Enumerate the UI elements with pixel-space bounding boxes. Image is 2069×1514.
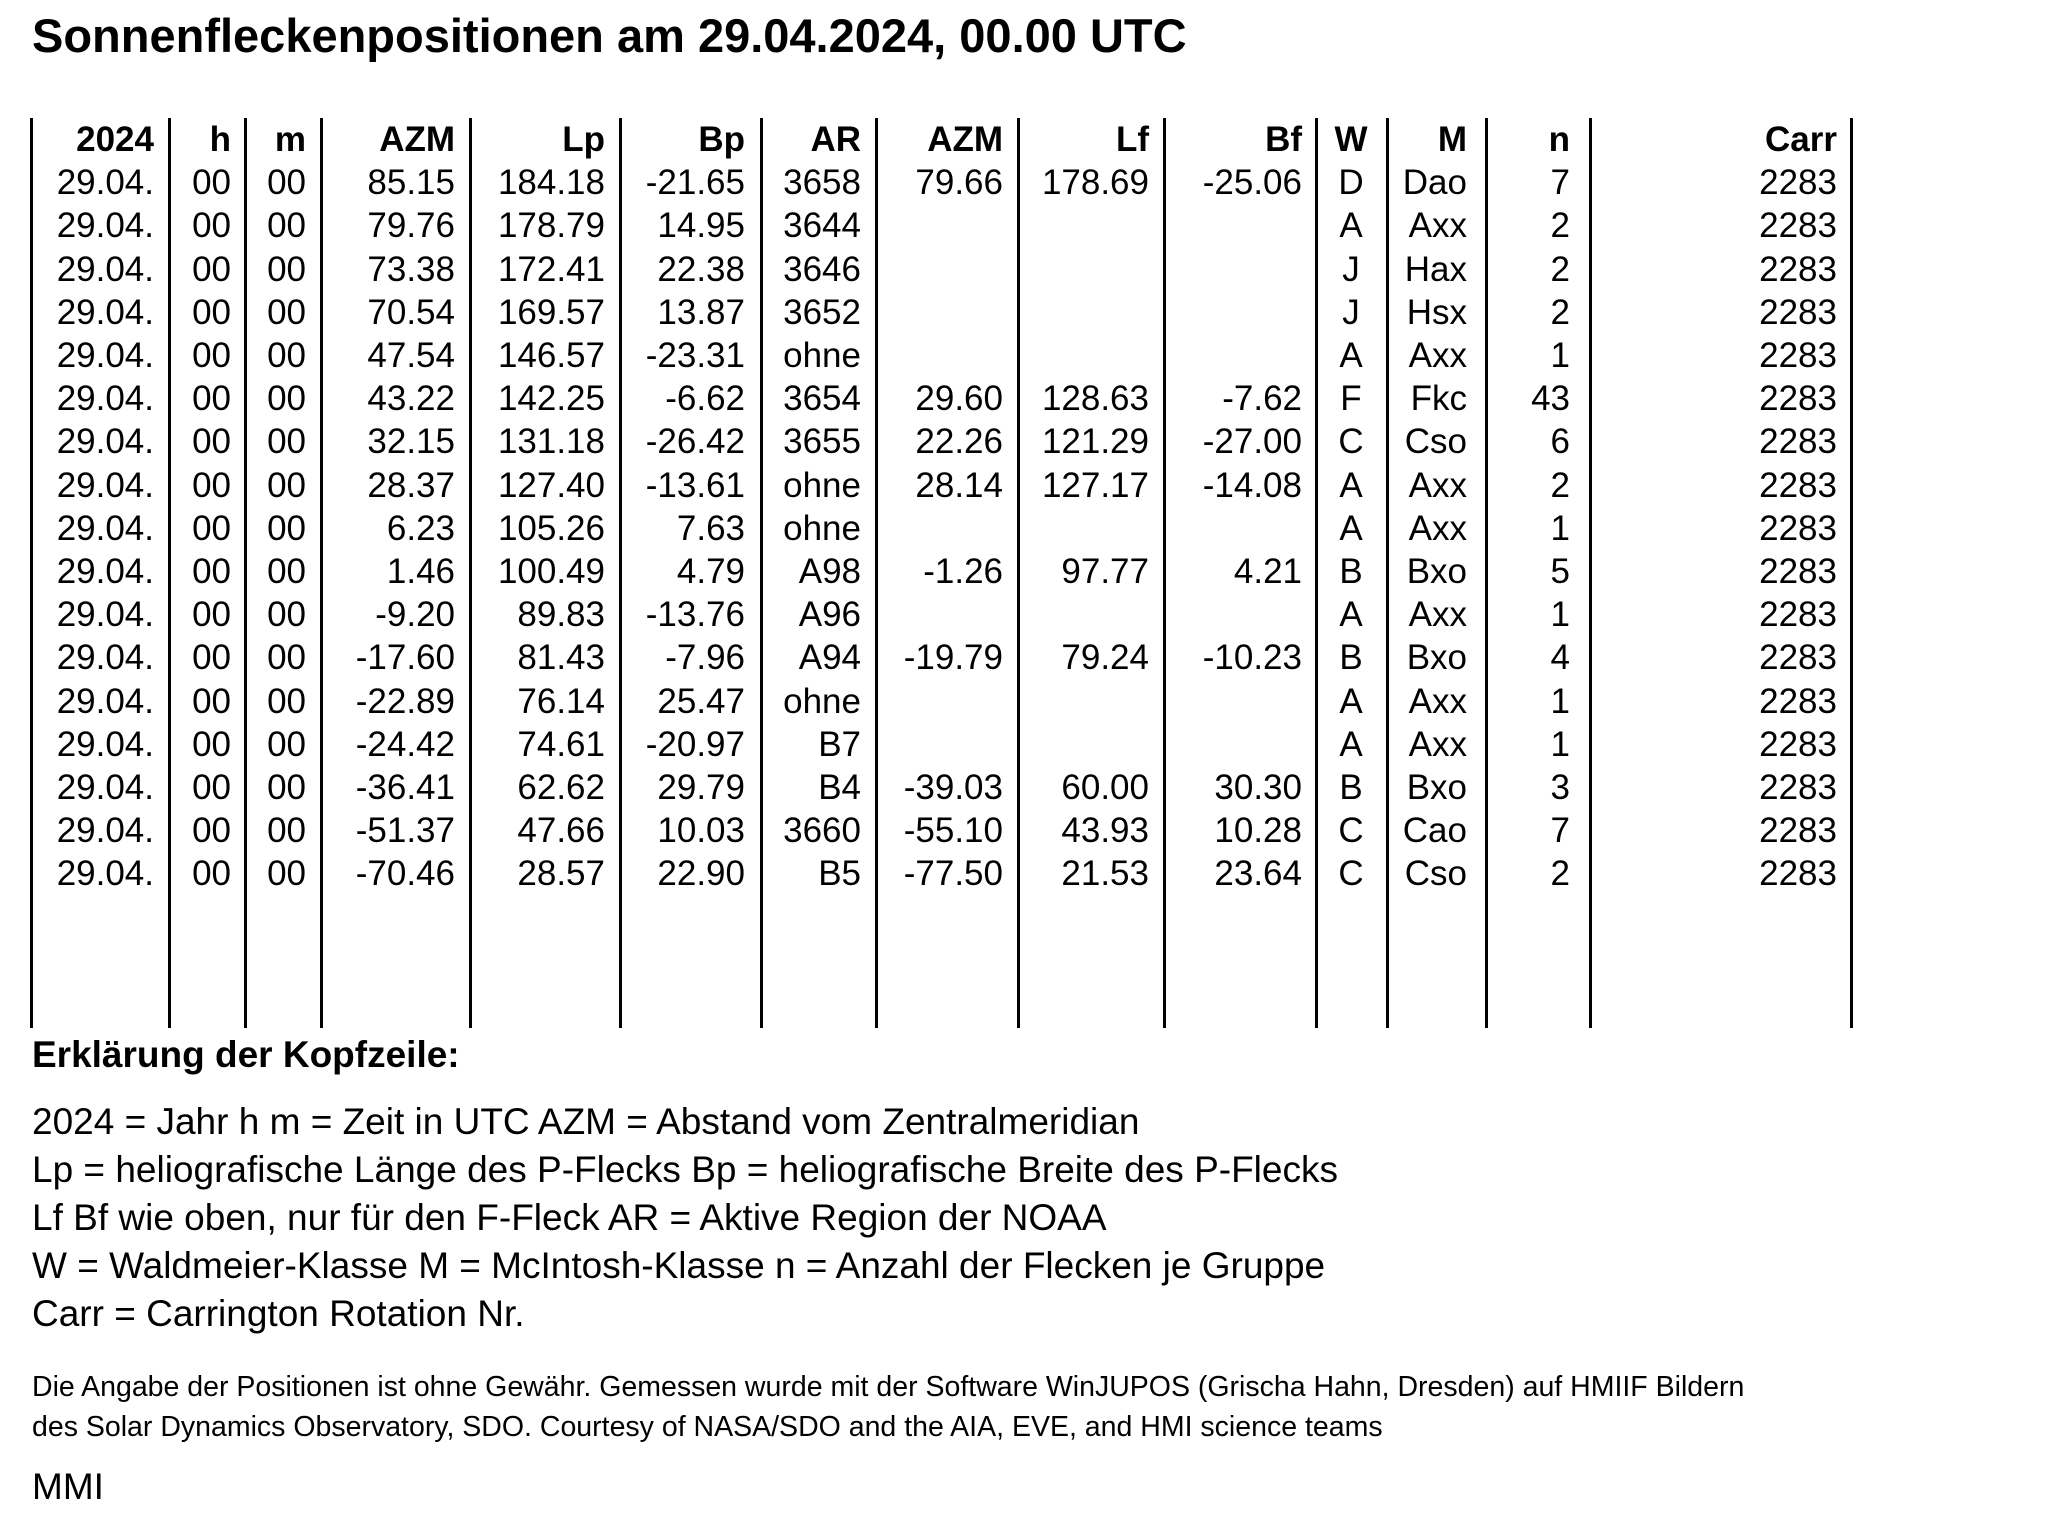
cell-ar: 3652 — [783, 292, 861, 332]
cell-bp: 7.63 — [676, 508, 745, 548]
cell-azm-p: -70.46 — [355, 854, 455, 894]
cell-hour: 00 — [192, 552, 231, 591]
cell-count: 2 — [1550, 206, 1570, 246]
cell-hour: 00 — [192, 638, 231, 678]
cell-waldmeier: C — [1338, 811, 1364, 851]
cell-azm-p: -51.37 — [355, 811, 455, 851]
cell-bp: -21.65 — [645, 163, 745, 203]
cell-waldmeier: J — [1342, 292, 1360, 332]
page-title: Sonnenfleckenpositionen am 29.04.2024, 00.00 UTC — [32, 9, 1187, 62]
disclaimer-line: Die Angabe der Positionen ist ohne Gewähr. Gemessen wurde mit der Software WinJUPOS (Grischa Hahn, Dresden) auf HMIIF Bildern — [32, 1371, 1745, 1403]
cell-year: 29.04. — [56, 163, 154, 203]
column-divider — [619, 118, 622, 1028]
cell-minute: 00 — [267, 638, 306, 678]
cell-bf: -14.08 — [1202, 465, 1302, 505]
cell-ar: B5 — [818, 854, 861, 894]
cell-count: 43 — [1531, 379, 1570, 419]
cell-bp: -23.31 — [645, 336, 745, 375]
cell-azm-f: -1.26 — [923, 552, 1003, 591]
cell-bp: 13.87 — [657, 292, 745, 332]
column-divider — [30, 118, 33, 1028]
cell-bp: 22.38 — [657, 249, 745, 289]
cell-minute: 00 — [267, 552, 306, 591]
cell-lp: 142.25 — [497, 379, 605, 419]
cell-mcintosh: Bxo — [1406, 768, 1467, 807]
cell-bf: -25.06 — [1202, 163, 1302, 203]
cell-hour: 00 — [192, 595, 231, 635]
cell-ar: B7 — [818, 724, 861, 764]
cell-waldmeier: J — [1342, 249, 1360, 289]
cell-waldmeier: A — [1339, 508, 1363, 548]
cell-minute: 00 — [267, 206, 306, 246]
cell-count: 5 — [1550, 552, 1570, 591]
cell-carrington: 2283 — [1759, 379, 1837, 419]
sunspot-table — [30, 118, 1860, 1028]
cell-hour: 00 — [192, 854, 231, 894]
cell-count: 3 — [1550, 768, 1570, 807]
column-divider — [1485, 118, 1488, 1028]
cell-count: 1 — [1550, 336, 1570, 375]
cell-azm-f: 22.26 — [915, 422, 1003, 462]
cell-bf: 30.30 — [1214, 768, 1302, 807]
cell-bp: 25.47 — [657, 681, 745, 721]
cell-mcintosh: Cso — [1404, 854, 1467, 894]
cell-waldmeier: A — [1339, 681, 1363, 721]
cell-lp: 47.66 — [517, 811, 605, 851]
cell-azm-p: 43.22 — [367, 379, 455, 419]
cell-carrington: 2283 — [1759, 249, 1837, 289]
explanation-legend — [32, 1098, 1338, 1338]
cell-count: 2 — [1550, 465, 1570, 505]
cell-minute: 00 — [267, 508, 306, 548]
cell-year: 29.04. — [56, 638, 154, 678]
cell-year: 29.04. — [56, 336, 154, 375]
cell-minute: 00 — [267, 595, 306, 635]
cell-azm-p: -24.42 — [355, 724, 455, 764]
cell-waldmeier: B — [1339, 552, 1363, 591]
cell-bp: -26.42 — [645, 422, 745, 462]
cell-carrington: 2283 — [1759, 422, 1837, 462]
cell-mcintosh: Axx — [1408, 595, 1467, 635]
cell-carrington: 2283 — [1759, 508, 1837, 548]
cell-mcintosh: Axx — [1408, 336, 1467, 375]
cell-carrington: 2283 — [1759, 206, 1837, 246]
cell-carrington: 2283 — [1759, 336, 1837, 375]
column-divider — [244, 118, 247, 1028]
cell-year: 29.04. — [56, 768, 154, 807]
cell-bp: 22.90 — [657, 854, 745, 894]
cell-bf: -10.23 — [1202, 638, 1302, 678]
cell-minute: 00 — [267, 854, 306, 894]
cell-hour: 00 — [192, 336, 231, 375]
column-divider — [469, 118, 472, 1028]
cell-bp: 10.03 — [657, 811, 745, 851]
cell-ar: A98 — [798, 552, 861, 591]
cell-hour: 00 — [192, 811, 231, 851]
legend-line: Lf Bf wie oben, nur für den F-Fleck AR = Aktive Region der NOAA — [32, 1197, 1107, 1238]
cell-azm-p: 70.54 — [367, 292, 455, 332]
cell-hour: 00 — [192, 206, 231, 246]
cell-waldmeier: A — [1339, 336, 1363, 375]
cell-lf: 79.24 — [1061, 638, 1149, 678]
cell-ar: ohne — [783, 508, 861, 548]
header-azm-p: AZM — [379, 120, 455, 159]
cell-minute: 00 — [267, 292, 306, 332]
cell-azm-p: 73.38 — [367, 249, 455, 289]
cell-azm-p: 79.76 — [367, 206, 455, 246]
cell-azm-p: 32.15 — [367, 422, 455, 462]
cell-mcintosh: Axx — [1408, 681, 1467, 721]
legend-line: 2024 = Jahr h m = Zeit in UTC AZM = Abstand vom Zentralmeridian — [32, 1101, 1140, 1142]
cell-lf: 21.53 — [1061, 854, 1149, 894]
cell-ar: 3646 — [783, 249, 861, 289]
cell-azm-f: 79.66 — [915, 163, 1003, 203]
cell-waldmeier: C — [1338, 854, 1364, 894]
header-lp: Lp — [562, 120, 605, 159]
cell-lp: 105.26 — [497, 508, 605, 548]
cell-bf: 23.64 — [1214, 854, 1302, 894]
cell-year: 29.04. — [56, 465, 154, 505]
cell-hour: 00 — [192, 768, 231, 807]
cell-azm-p: 85.15 — [367, 163, 455, 203]
cell-bp: 29.79 — [657, 768, 745, 807]
cell-waldmeier: A — [1339, 595, 1363, 635]
column-divider — [320, 118, 323, 1028]
header-year: 2024 — [76, 120, 154, 159]
cell-minute: 00 — [267, 249, 306, 289]
cell-bp: 4.79 — [676, 552, 745, 591]
cell-azm-p: -9.20 — [375, 595, 455, 635]
cell-azm-p: -22.89 — [355, 681, 455, 721]
cell-year: 29.04. — [56, 206, 154, 246]
cell-ar: A94 — [798, 638, 861, 678]
cell-minute: 00 — [267, 681, 306, 721]
cell-bp: -6.62 — [665, 379, 745, 419]
cell-mcintosh: Cso — [1404, 422, 1467, 462]
cell-mcintosh: Axx — [1408, 724, 1467, 764]
cell-minute: 00 — [267, 336, 306, 375]
header-lf: Lf — [1115, 120, 1149, 159]
cell-azm-p: 6.23 — [386, 508, 455, 548]
header-bp: Bp — [698, 120, 745, 159]
cell-lp: 74.61 — [517, 724, 605, 764]
disclaimer — [32, 1367, 1744, 1447]
cell-ar: B4 — [818, 768, 861, 807]
cell-hour: 00 — [192, 422, 231, 462]
cell-hour: 00 — [192, 465, 231, 505]
cell-azm-f: -77.50 — [903, 854, 1003, 894]
cell-waldmeier: D — [1338, 163, 1364, 203]
cell-year: 29.04. — [56, 552, 154, 591]
cell-lp: 62.62 — [517, 768, 605, 807]
cell-bf: 4.21 — [1233, 552, 1302, 591]
column-divider — [1017, 118, 1020, 1028]
cell-azm-f: -39.03 — [903, 768, 1003, 807]
cell-minute: 00 — [267, 379, 306, 419]
cell-lp: 172.41 — [497, 249, 605, 289]
cell-azm-f: 29.60 — [915, 379, 1003, 419]
disclaimer-line: des Solar Dynamics Observatory, SDO. Courtesy of NASA/SDO and the AIA, EVE, and HMI science teams — [32, 1411, 1383, 1443]
cell-bf: -7.62 — [1222, 379, 1302, 419]
cell-year: 29.04. — [56, 379, 154, 419]
cell-bp: -20.97 — [645, 724, 745, 764]
cell-lf: 60.00 — [1061, 768, 1149, 807]
cell-count: 2 — [1550, 292, 1570, 332]
cell-waldmeier: A — [1339, 465, 1363, 505]
cell-lf: 43.93 — [1061, 811, 1149, 851]
cell-waldmeier: B — [1339, 768, 1363, 807]
cell-hour: 00 — [192, 681, 231, 721]
cell-hour: 00 — [192, 292, 231, 332]
cell-ar: 3655 — [783, 422, 861, 462]
cell-ar: A96 — [798, 595, 861, 635]
cell-lf: 178.69 — [1041, 163, 1149, 203]
header-ar: AR — [810, 120, 861, 159]
cell-azm-p: -36.41 — [355, 768, 455, 807]
cell-hour: 00 — [192, 379, 231, 419]
cell-azm-f: -19.79 — [903, 638, 1003, 678]
header-waldmeier: W — [1334, 120, 1368, 159]
cell-count: 1 — [1550, 595, 1570, 635]
cell-waldmeier: F — [1340, 379, 1362, 419]
cell-lp: 184.18 — [497, 163, 605, 203]
cell-lp: 146.57 — [497, 336, 605, 375]
cell-count: 1 — [1550, 724, 1570, 764]
cell-azm-p: 1.46 — [386, 552, 455, 591]
cell-mcintosh: Cao — [1402, 811, 1467, 851]
cell-carrington: 2283 — [1759, 595, 1837, 635]
cell-count: 4 — [1550, 638, 1570, 678]
cell-lp: 100.49 — [497, 552, 605, 591]
legend-line: W = Waldmeier-Klasse M = McIntosh-Klasse n = Anzahl der Flecken je Gruppe — [32, 1245, 1326, 1286]
cell-year: 29.04. — [56, 681, 154, 721]
column-divider — [760, 118, 763, 1028]
cell-year: 29.04. — [56, 422, 154, 462]
cell-mcintosh: Axx — [1408, 465, 1467, 505]
cell-lp: 81.43 — [517, 638, 605, 678]
cell-year: 29.04. — [56, 249, 154, 289]
cell-mcintosh: Hax — [1404, 249, 1467, 289]
cell-azm-p: 47.54 — [367, 336, 455, 375]
cell-lp: 28.57 — [517, 854, 605, 894]
cell-ar: 3654 — [783, 379, 861, 419]
cell-year: 29.04. — [56, 811, 154, 851]
cell-lp: 169.57 — [497, 292, 605, 332]
explanation-heading: Erklärung der Kopfzeile: — [32, 1034, 460, 1075]
cell-carrington: 2283 — [1759, 811, 1837, 851]
cell-ar: ohne — [783, 681, 861, 721]
cell-year: 29.04. — [56, 292, 154, 332]
cell-count: 7 — [1550, 163, 1570, 203]
cell-bp: 14.95 — [657, 206, 745, 246]
cell-bf: -27.00 — [1202, 422, 1302, 462]
cell-waldmeier: C — [1338, 422, 1364, 462]
cell-count: 2 — [1550, 249, 1570, 289]
cell-lp: 76.14 — [517, 681, 605, 721]
cell-lp: 89.83 — [517, 595, 605, 635]
header-bf: Bf — [1265, 120, 1302, 159]
cell-year: 29.04. — [56, 595, 154, 635]
cell-azm-p: 28.37 — [367, 465, 455, 505]
column-divider — [1850, 118, 1853, 1028]
cell-minute: 00 — [267, 811, 306, 851]
cell-bp: -7.96 — [665, 638, 745, 678]
cell-minute: 00 — [267, 422, 306, 462]
cell-ar: 3644 — [783, 206, 861, 246]
cell-ar: ohne — [783, 465, 861, 505]
cell-year: 29.04. — [56, 508, 154, 548]
header-minute: m — [274, 120, 306, 159]
header-azm-f: AZM — [927, 120, 1003, 159]
cell-carrington: 2283 — [1759, 552, 1837, 591]
cell-lf: 128.63 — [1041, 379, 1149, 419]
cell-carrington: 2283 — [1759, 292, 1837, 332]
cell-azm-p: -17.60 — [355, 638, 455, 678]
column-divider — [1163, 118, 1166, 1028]
cell-ar: ohne — [783, 336, 861, 375]
cell-carrington: 2283 — [1759, 681, 1837, 721]
cell-minute: 00 — [267, 724, 306, 764]
cell-carrington: 2283 — [1759, 724, 1837, 764]
cell-minute: 00 — [267, 163, 306, 203]
cell-carrington: 2283 — [1759, 163, 1837, 203]
header-mcintosh: M — [1437, 120, 1467, 159]
cell-mcintosh: Dao — [1402, 163, 1467, 203]
cell-ar: 3658 — [783, 163, 861, 203]
header-carrington: Carr — [1765, 120, 1837, 159]
cell-azm-f: -55.10 — [903, 811, 1003, 851]
column-divider — [1589, 118, 1592, 1028]
cell-carrington: 2283 — [1759, 854, 1837, 894]
cell-bf: 10.28 — [1214, 811, 1302, 851]
cell-count: 1 — [1550, 508, 1570, 548]
cell-lf: 127.17 — [1041, 465, 1149, 505]
cell-count: 6 — [1550, 422, 1570, 462]
cell-lf: 97.77 — [1061, 552, 1149, 591]
cell-mcintosh: Bxo — [1406, 552, 1467, 591]
cell-count: 1 — [1550, 681, 1570, 721]
header-count: n — [1548, 120, 1570, 159]
cell-carrington: 2283 — [1759, 638, 1837, 678]
cell-waldmeier: A — [1339, 724, 1363, 764]
cell-waldmeier: B — [1339, 638, 1363, 678]
cell-count: 2 — [1550, 854, 1570, 894]
cell-minute: 00 — [267, 465, 306, 505]
cell-waldmeier: A — [1339, 206, 1363, 246]
cell-bp: -13.61 — [645, 465, 745, 505]
cell-lf: 121.29 — [1041, 422, 1149, 462]
cell-mcintosh: Axx — [1408, 508, 1467, 548]
cell-minute: 00 — [267, 768, 306, 807]
column-divider — [875, 118, 878, 1028]
legend-line: Carr = Carrington Rotation Nr. — [32, 1293, 525, 1334]
cell-azm-f: 28.14 — [915, 465, 1003, 505]
cell-year: 29.04. — [56, 724, 154, 764]
cell-carrington: 2283 — [1759, 465, 1837, 505]
cell-mcintosh: Axx — [1408, 206, 1467, 246]
column-divider — [168, 118, 171, 1028]
cell-hour: 00 — [192, 724, 231, 764]
cell-hour: 00 — [192, 249, 231, 289]
cell-ar: 3660 — [783, 811, 861, 851]
legend-line: Lp = heliografische Länge des P-Flecks Bp = heliografische Breite des P-Flecks — [32, 1149, 1338, 1190]
cell-lp: 127.40 — [497, 465, 605, 505]
cell-mcintosh: Bxo — [1406, 638, 1467, 678]
cell-lp: 131.18 — [497, 422, 605, 462]
header-hour: h — [209, 120, 231, 159]
cell-count: 7 — [1550, 811, 1570, 851]
cell-hour: 00 — [192, 163, 231, 203]
cell-mcintosh: Fkc — [1410, 379, 1467, 419]
signature: MMI — [32, 1466, 104, 1507]
cell-bp: -13.76 — [645, 595, 745, 635]
cell-year: 29.04. — [56, 854, 154, 894]
cell-mcintosh: Hsx — [1406, 292, 1467, 332]
cell-lp: 178.79 — [497, 206, 605, 246]
cell-carrington: 2283 — [1759, 768, 1837, 807]
cell-hour: 00 — [192, 508, 231, 548]
